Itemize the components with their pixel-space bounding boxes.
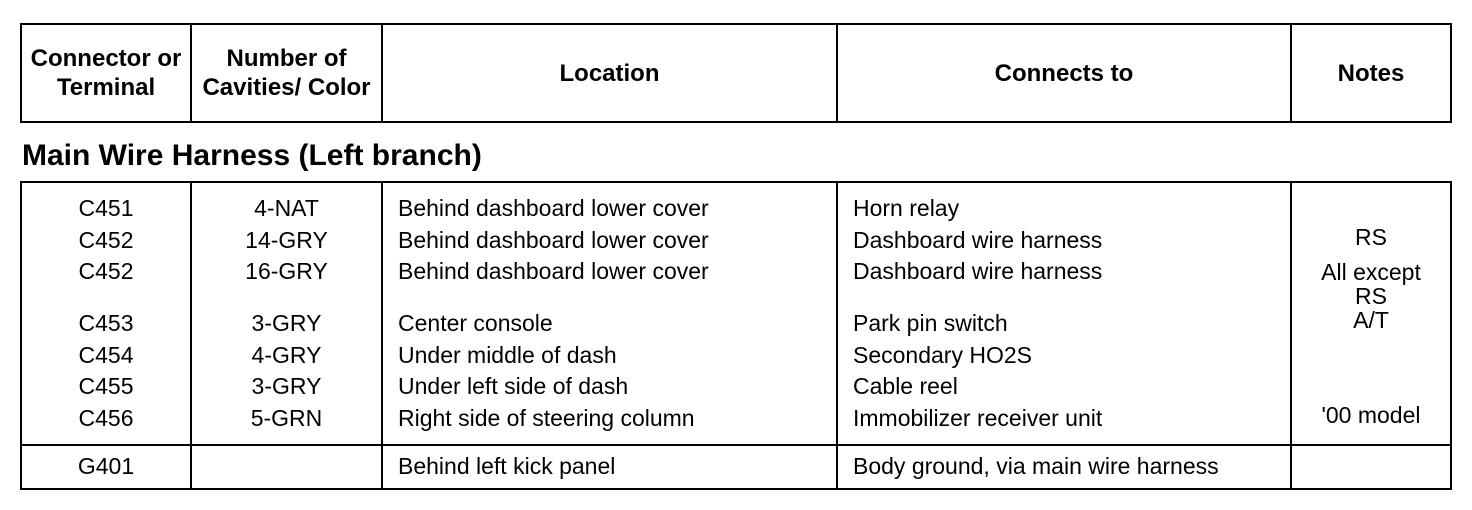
connects-to-cell: Park pin switch (837, 308, 1291, 340)
column-header-table (20, 23, 1452, 123)
cavities-cell: 4-NAT (191, 182, 382, 225)
location-cell: Under middle of dash (382, 340, 837, 372)
location-cell: Behind left kick panel (382, 445, 837, 489)
section-title: Main Wire Harness (Left branch) (22, 139, 482, 172)
table-row (21, 256, 1451, 308)
location-cell: Behind dashboard lower cover (382, 182, 837, 225)
table-row (21, 371, 1451, 403)
notes-cell (1291, 445, 1451, 489)
table-row-ground (21, 445, 1451, 489)
connects-to-cell: Horn relay (837, 182, 1291, 225)
table-row (21, 182, 1451, 225)
cavities-cell: 5-GRN (191, 403, 382, 446)
connector-cell: C453 (21, 308, 191, 340)
connector-cell: G401 (21, 445, 191, 489)
connector-table (20, 181, 1452, 490)
table-row (21, 225, 1451, 257)
location-cell: Right side of steering column (382, 403, 837, 446)
notes-cell (1291, 340, 1451, 372)
column-header-row (21, 24, 1451, 122)
header-cavities: Number of Cavities/ Color (191, 24, 382, 122)
notes-cell: All except RS (1291, 256, 1451, 308)
cavities-cell: 4-GRY (191, 340, 382, 372)
header-notes: Notes (1291, 24, 1451, 122)
cavities-cell: 3-GRY (191, 371, 382, 403)
connector-cell: C452 (21, 256, 191, 308)
header-location: Location (382, 24, 837, 122)
connects-to-cell: Secondary HO2S (837, 340, 1291, 372)
connects-to-cell: Dashboard wire harness (837, 256, 1291, 308)
connects-to-cell: Dashboard wire harness (837, 225, 1291, 257)
location-cell: Behind dashboard lower cover (382, 256, 837, 308)
notes-cell: RS (1291, 225, 1451, 257)
location-cell: Behind dashboard lower cover (382, 225, 837, 257)
header-connector: Connector or Terminal (21, 24, 191, 122)
connector-cell: C455 (21, 371, 191, 403)
connects-to-cell: Body ground, via main wire harness (837, 445, 1291, 489)
location-cell: Center console (382, 308, 837, 340)
connector-cell: C452 (21, 225, 191, 257)
notes-cell (1291, 182, 1451, 225)
notes-cell (1291, 371, 1451, 403)
notes-cell: A/T (1291, 308, 1451, 340)
table-row (21, 340, 1451, 372)
connector-cell: C451 (21, 182, 191, 225)
notes-cell: '00 model (1291, 403, 1451, 446)
cavities-cell: 3-GRY (191, 308, 382, 340)
location-cell: Under left side of dash (382, 371, 837, 403)
connects-to-cell: Cable reel (837, 371, 1291, 403)
connects-to-cell: Immobilizer receiver unit (837, 403, 1291, 446)
header-connects-to: Connects to (837, 24, 1291, 122)
connector-cell: C456 (21, 403, 191, 446)
cavities-cell (191, 445, 382, 489)
cavities-cell: 14-GRY (191, 225, 382, 257)
cavities-cell: 16-GRY (191, 256, 382, 308)
table-row (21, 403, 1451, 446)
table-row (21, 308, 1451, 340)
connector-cell: C454 (21, 340, 191, 372)
